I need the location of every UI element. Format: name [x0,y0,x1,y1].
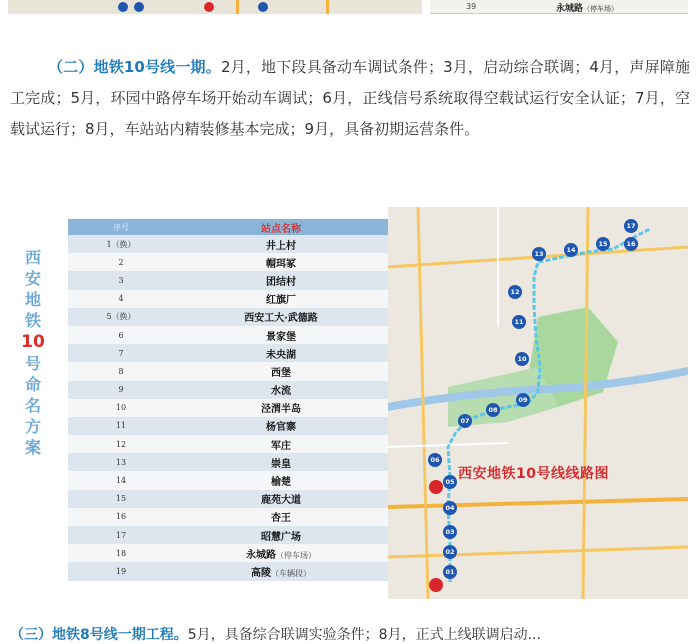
station-name: 军庄 [271,440,291,452]
station-number: 11 [115,421,127,431]
station-name-cell [174,400,388,415]
station-number: 15 [115,494,127,504]
station-name: 西堡 [271,367,291,379]
map-station-badge: 09 [516,393,530,407]
table-row [68,362,388,380]
station-marker [134,2,144,12]
station-name: 水流 [271,386,291,398]
table-row [68,381,388,399]
table-row [68,326,388,344]
route-map [388,207,688,599]
station-name: 榆楚 [271,477,291,489]
station-number: 18 [115,548,127,558]
table-row [68,308,388,326]
table-row [68,253,388,271]
map-station-badge: 14 [564,243,578,257]
station-name: 西安工大·武德路 [244,313,318,325]
station-name-cell [174,564,388,579]
map-station-badge: 16 [624,237,638,251]
station-table [68,219,388,581]
station-name: 昭慧广场 [261,531,301,543]
station-name-cell [174,491,388,506]
station-number: 13 [115,457,127,467]
station-name: 团结村 [266,276,296,288]
map-station-badge: 08 [486,403,500,417]
station-number: 17 [115,530,127,540]
vertical-title [18,247,48,458]
station-name: 井上村 [266,240,296,252]
station-name-cell [174,455,388,470]
station-note: （车辆段） [271,568,311,578]
station-note: （停车场） [276,550,316,560]
station-number: 4 [118,294,124,304]
map-station-badge: 02 [443,545,457,559]
vertical-title-pre: 西安地铁 [24,248,41,330]
station-name-cell [174,509,388,524]
station-number: 16 [115,512,127,522]
map-station-badge: 11 [512,315,526,329]
station-number: 14 [115,476,127,486]
station-name-cell [174,237,388,252]
station-name: 泾渭半岛 [261,404,301,416]
station-name-cell [174,437,388,452]
map-station-badge: 05 [443,475,457,489]
map-station-badge: 07 [458,414,472,428]
station-name: 高陵 [251,567,271,579]
station-name-cell [174,382,388,397]
station-number: 6 [118,330,124,340]
table-row [68,290,388,308]
station-number: 8 [118,366,124,376]
map-station-badge: 12 [508,285,522,299]
station-name: 红旗厂 [266,295,296,307]
map-station-badge: 04 [443,501,457,515]
table-row [68,526,388,544]
table-row [68,453,388,471]
table-row [68,271,388,289]
top-table-fragment [430,0,688,14]
station-name-cell [174,473,388,488]
map-title: 西安地铁10号线线路图 [458,466,609,482]
station-name-cell [174,546,388,561]
station-name: 杨官寨 [266,422,296,434]
map-station-badge: 06 [428,453,442,467]
station-name-cell [174,309,388,324]
table-row-name: 永城路（停车场） [556,4,619,14]
next-paragraph-fragment [10,624,541,644]
station-name: 崇皇 [271,458,291,470]
vertical-title-post: 号命名方案 [24,354,41,457]
station-name-cell [174,346,388,361]
station-marker [258,2,268,12]
station-number: 2 [118,257,124,267]
map-station-badge: 17 [624,219,638,233]
station-marker [204,2,214,12]
station-number: 19 [115,566,127,576]
metro-logo-icon [429,480,443,494]
map-station-badge: 15 [596,237,610,251]
next-section-heading: （三）地铁8号线一期工程。 [10,627,188,643]
route-map-svg [388,207,688,599]
station-number: 5（换） [106,312,136,322]
table-row [68,562,388,580]
station-name: 帽珥冢 [266,258,296,270]
map-station-badge: 01 [443,565,457,579]
map-road [236,0,239,14]
station-number: 9 [118,385,124,395]
station-number: 10 [115,403,127,413]
station-name-cell [174,364,388,379]
table-row [68,508,388,526]
station-name-cell [174,528,388,543]
table-row [68,235,388,253]
table-row-no: 39 [466,2,477,11]
body-paragraph [10,52,690,145]
metro-logo-icon [429,578,443,592]
table-row [68,490,388,508]
station-name: 永城路 [246,549,276,561]
station-number: 3 [118,275,124,285]
vertical-title-number: 10 [21,332,45,352]
table-header [68,219,388,235]
paragraph-text: 2月，地下段具备动车调试条件；3月，启动综合联调；4月，声屏障施工完成；5月，环园中路停车场开始动车调试；6月，正线信号系统取得空载试运行安全认证；7月，空载试运行；8月，车站站内精装修基本完成；9月，具备初期运营条件。 [10,58,690,138]
top-map-fragment [8,0,422,14]
table-row [68,417,388,435]
station-number: 7 [118,348,124,358]
map-station-badge: 03 [443,525,457,539]
map-road [326,0,329,14]
station-name: 景家堡 [266,331,296,343]
map-station-badge: 10 [515,352,529,366]
table-row [68,544,388,562]
station-number: 1（换） [106,239,136,249]
station-name: 杏王 [271,513,291,525]
top-cropped-figure [0,0,698,18]
header-no: 序号 [113,222,129,232]
station-name-cell [174,291,388,306]
station-name-cell [174,418,388,433]
next-paragraph-text: 5月，具备综合联调实验条件；8月，正式上线联调启动... [187,627,541,643]
station-name-cell [174,273,388,288]
header-name: 站点名称 [261,223,301,235]
station-name-cell [174,255,388,270]
station-name: 鹿苑大道 [261,495,301,507]
station-marker [118,2,128,12]
section-heading: （二）地铁10号线一期。 [48,58,221,76]
table-row [68,435,388,453]
station-name-cell [174,328,388,343]
table-row [68,399,388,417]
table-row [68,344,388,362]
map-station-badge: 13 [532,247,546,261]
table-row [68,471,388,489]
line-10-figure [8,207,688,599]
station-name: 未央湖 [266,349,296,361]
station-number: 12 [115,439,127,449]
